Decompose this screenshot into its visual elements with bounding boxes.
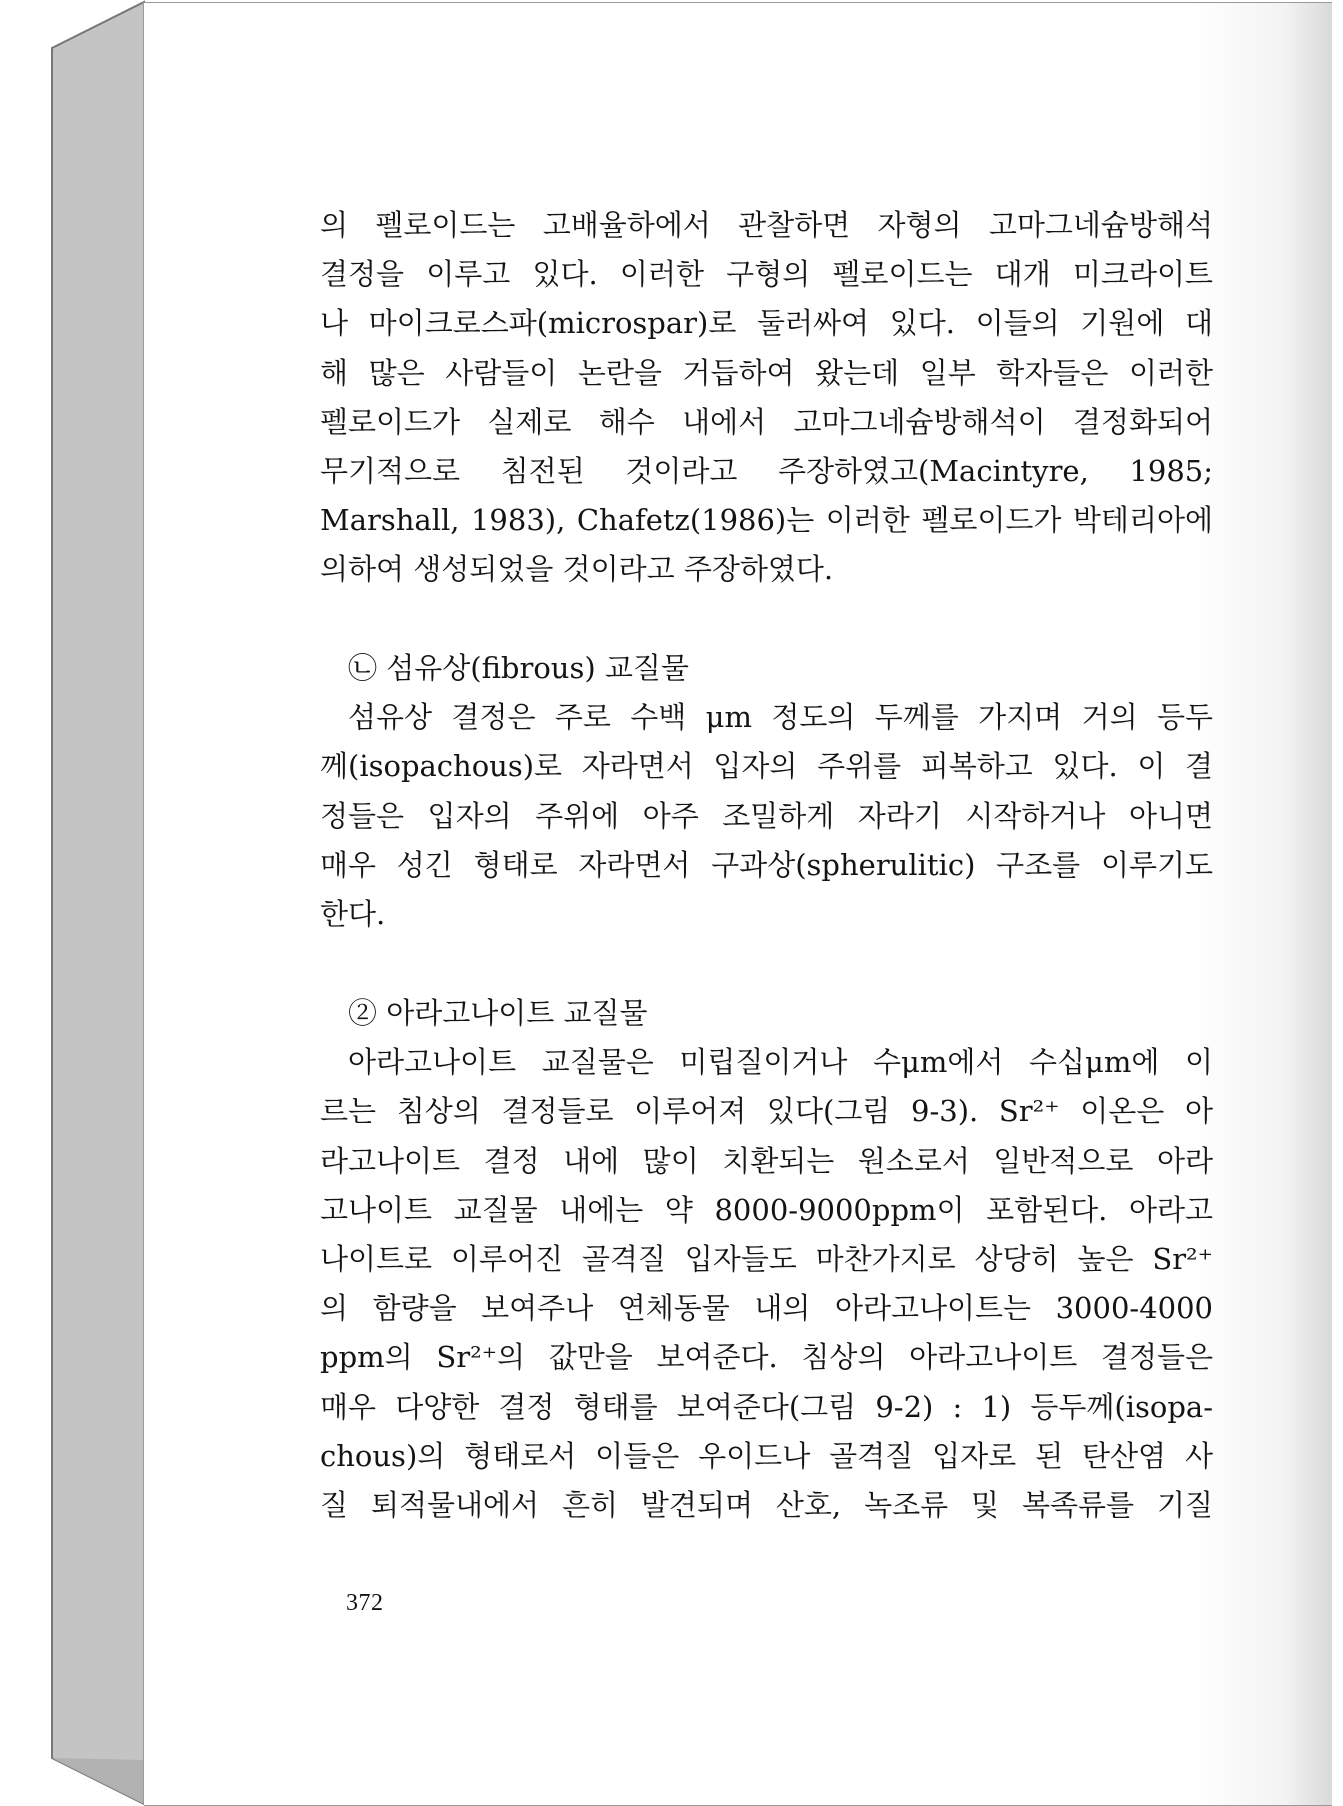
section-fibrous-cement bbox=[320, 644, 1213, 939]
text-line: 고나이트 교질물 내에는 약 8000-9000ppm이 포함된다. 아라고 bbox=[320, 1192, 1213, 1227]
text-line: ppm의 Sr²⁺의 값만을 보여준다. 침상의 아라고나이트 결정들은 bbox=[320, 1340, 1213, 1375]
text-line: Marshall, 1983), Chafetz(1986)는 이러한 펠로이드가 박테리아에 bbox=[320, 503, 1213, 538]
section-aragonite-cement bbox=[320, 989, 1213, 1530]
text-line: 아라고나이트 교질물은 미립질이거나 수μm에서 수십μm에 이 bbox=[348, 1045, 1213, 1080]
page-number: 372 bbox=[346, 1590, 384, 1616]
text-line: 질 퇴적물내에서 흔히 발견되며 산호, 녹조류 및 복족류를 기질 bbox=[320, 1488, 1213, 1523]
text-line: 께(isopachous)로 자라면서 입자의 주위를 피복하고 있다. 이 결 bbox=[320, 749, 1213, 784]
text-line: 나이트로 이루어진 골격질 입자들도 마찬가지로 상당히 높은 Sr²⁺ bbox=[320, 1242, 1213, 1277]
text-line: 무기적으로 침전된 것이라고 주장하였고(Macintyre, 1985; bbox=[320, 454, 1213, 489]
text-line: 정들은 입자의 주위에 아주 조밀하게 자라기 시작하거나 아니면 bbox=[320, 798, 1213, 833]
text-line: 의 함량을 보여주나 연체동물 내의 아라고나이트는 3000-4000 bbox=[320, 1291, 1213, 1326]
text-line: 의 펠로이드는 고배율하에서 관찰하면 자형의 고마그네슘방해석 bbox=[320, 208, 1213, 242]
text-line: 펠로이드가 실제로 해수 내에서 고마그네슘방해석이 결정화되어 bbox=[320, 404, 1213, 439]
text-line: 르는 침상의 결정들로 이루어져 있다(그림 9-3). Sr²⁺ 이온은 아 bbox=[320, 1094, 1213, 1129]
text-line: chous)의 형태로서 이들은 우이드나 골격질 입자로 된 탄산염 사 bbox=[320, 1438, 1213, 1473]
text-line: 한다. bbox=[320, 897, 386, 932]
section-heading: ㉡ 섬유상(fibrous) 교질물 bbox=[348, 651, 689, 685]
text-line: 결정을 이루고 있다. 이러한 구형의 펠로이드는 대개 미크라이트 bbox=[320, 257, 1213, 292]
text-line: 섬유상 결정은 주로 수백 μm 정도의 두께를 가지며 거의 등두 bbox=[348, 700, 1213, 735]
text-line: 나 마이크로스파(microspar)로 둘러싸여 있다. 이들의 기원에 대 bbox=[320, 306, 1213, 341]
text-line: 매우 다양한 결정 형태를 보여준다(그림 9-2) : 1) 등두께(isopa- bbox=[320, 1389, 1213, 1424]
section-heading: ② 아라고나이트 교질물 bbox=[348, 996, 648, 1030]
text-line: 의하여 생성되었을 것이라고 주장하였다. bbox=[320, 552, 834, 587]
text-line: 매우 성긴 형태로 자라면서 구과상(spherulitic) 구조를 이루기도 bbox=[320, 847, 1213, 882]
paragraph-pelloid bbox=[320, 201, 1213, 595]
text-line: 해 많은 사람들이 논란을 거듭하여 왔는데 일부 학자들은 이러한 bbox=[320, 355, 1213, 390]
text-line: 라고나이트 결정 내에 많이 치환되는 원소로서 일반적으로 아라 bbox=[320, 1143, 1213, 1178]
